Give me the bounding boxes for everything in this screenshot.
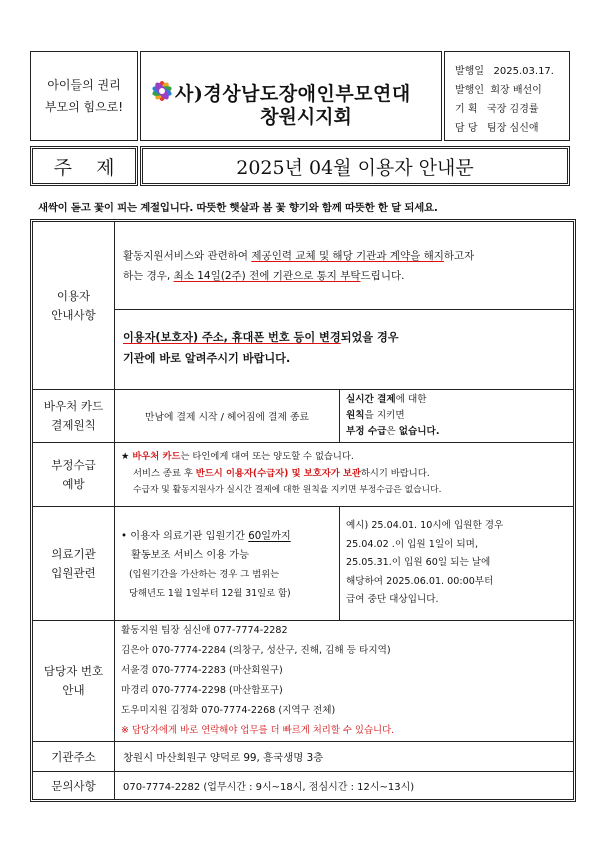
bold-span: 부정 수급 <box>346 426 387 437</box>
highlight-60days: 60일까지 <box>248 531 291 542</box>
contact-line: 도우미지원 김정화 070-7774-2268 (지역구 전체) <box>121 705 336 716</box>
guide-line <box>123 327 573 348</box>
label-line: 안내 <box>62 683 85 697</box>
voucher-rule: 만남에 결제 시작 / 헤어짐에 결제 종료 <box>115 390 340 442</box>
label-line: 안내사항 <box>51 307 96 322</box>
row-label-contacts <box>33 621 115 741</box>
highlight-notice: 최소 14일(2주) 전에 기관으로 통지 부탁 <box>173 270 361 282</box>
fraud-line: 수급자 및 활동지원사가 실시간 결제에 대한 원칙을 지키면 부정수급은 없습니다. <box>133 485 442 495</box>
text-span: 하시기 바랍니다. <box>360 468 430 479</box>
fraud-content <box>115 443 573 506</box>
label-line: 담당자 번호 <box>43 664 104 678</box>
label-line: 이용자 <box>56 288 91 303</box>
hospital-line: 활동보조 서비스 이용 가능 <box>131 550 249 561</box>
subject-title: 2025년 04월 이용자 안내문 <box>140 146 570 186</box>
row-label-hospital <box>33 507 115 620</box>
voucher-principle <box>340 390 573 442</box>
highlight-card: 바우처 카드 <box>132 451 181 462</box>
intro-text: 새싹이 돋고 꽃이 피는 계절입니다. 따뜻한 햇살과 봄 꽃 향기와 함께 따뜻한 한 달 되세요. <box>38 202 438 214</box>
meta-row <box>455 100 569 119</box>
meta-value: 팀장 심신애 <box>487 123 539 134</box>
example-line: 급여 중단 대상입니다. <box>346 594 439 605</box>
bold-span: 없습니다. <box>398 426 440 437</box>
meta-row <box>455 81 569 100</box>
voucher-line <box>346 392 573 408</box>
meta-value: 2025.03.17. <box>493 66 554 77</box>
contact-line: 김은아 070-7774-2284 (의창구, 성산구, 진해, 김해 등 타지역) <box>121 645 391 656</box>
row-label-voucher <box>33 390 115 442</box>
guide-content-1 <box>115 222 573 310</box>
hospital-line <box>121 527 339 546</box>
hospital-rule <box>115 507 340 620</box>
guide-line: 기관에 바로 알려주시기 바랍니다. <box>123 352 291 365</box>
slogan-line2: 부모의 힘으로! <box>44 100 124 114</box>
example-line: 예시) 25.04.01. 10시에 입원한 경우 <box>346 520 504 531</box>
bold-span: 실시간 결제 <box>346 394 396 405</box>
subject-label: 주 제 <box>30 146 138 186</box>
meta-value: 국장 김경률 <box>487 104 539 115</box>
meta-key: 발행인 <box>455 85 484 96</box>
meta-row <box>455 119 569 138</box>
highlight-keep: 반드시 이용자(수급자) 및 보호자가 보관 <box>195 468 361 479</box>
star-icon: ★ <box>121 451 130 462</box>
contact-line: 서윤경 070-7774-2283 (마산회원구) <box>121 665 283 676</box>
example-line: 25.05.31.이 입원 60일 되는 날에 <box>346 557 491 568</box>
meta-key: 발행일 <box>455 66 484 77</box>
label-line: 예방 <box>62 476 85 491</box>
label-line: 바우처 카드 <box>43 399 104 413</box>
text-span: 되었을 경우 <box>340 331 399 344</box>
fraud-line <box>121 448 573 465</box>
label-line: 결제원칙 <box>51 418 96 432</box>
slogan-box <box>30 51 138 141</box>
example-line: 25.04.02 .이 입원 1일이 되며, <box>346 538 478 550</box>
slogan-line1: 아이들의 권리 <box>47 78 121 92</box>
fraud-line <box>121 465 573 482</box>
inquiry-value: 070-7774-2282 (업무시간 : 9시~18시, 점심시간 : 12시~13시) <box>123 782 415 793</box>
contacts-content <box>115 621 573 741</box>
meta-value: 회장 배선이 <box>490 85 542 96</box>
meta-key: 기 획 <box>455 104 478 115</box>
text-span: 에 대한 <box>395 394 427 405</box>
contact-line: 활동지원 팀장 심신애 077-7774-2282 <box>121 625 288 636</box>
guide-content-2 <box>115 310 573 389</box>
row-label-address: 기관주소 <box>33 742 115 771</box>
text-span: 활동지원서비스와 관련하여 <box>123 250 252 262</box>
label-line: 부정수급 <box>51 457 96 472</box>
bold-span: 원칙 <box>346 410 365 421</box>
label-line: 의료기관 <box>51 546 96 561</box>
hospital-line: (입원기간을 가산하는 경우 그 범위는 <box>129 569 280 580</box>
voucher-line <box>346 424 573 440</box>
text-span: • 이용자 의료기관 입원기간 <box>121 531 249 542</box>
text-span: 서비스 종료 후 <box>133 468 196 479</box>
highlight-change: 이용자(보호자) 주소, 휴대폰 번호 등이 변경 <box>123 331 341 344</box>
hospital-example <box>340 507 573 620</box>
contact-note: ※ 담당자에게 바로 연락해야 업무를 더 빠르게 처리할 수 있습니다. <box>121 725 395 736</box>
highlight-contract: 제공인력 교체 및 해당 기관과 계약을 해지 <box>251 250 444 262</box>
address-value: 창원시 마산회원구 양덕로 99, 흥국생명 3층 <box>123 752 324 764</box>
hospital-line: 당해년도 1월 1일부터 12월 31일로 함) <box>129 588 291 599</box>
row-label-inquiry: 문의사항 <box>33 772 115 799</box>
contact-line: 마경리 070-7774-2298 (마산합포구) <box>121 685 283 696</box>
example-line: 해당하여 2025.06.01. 00:00부터 <box>346 575 494 587</box>
org-name: 사)경상남도장애인부모연대 <box>175 83 411 105</box>
meta-row <box>455 62 569 81</box>
publish-meta-box <box>444 51 570 141</box>
org-branch: 창원시지회 <box>260 106 352 128</box>
row-label-guide <box>33 222 115 389</box>
text-span: 은 <box>386 426 399 437</box>
row-label-fraud <box>33 443 115 506</box>
org-title-box <box>140 51 442 141</box>
label-line: 입원관련 <box>51 565 96 580</box>
text-span: 하고자 <box>443 250 475 262</box>
text-span: 하는 경우, <box>123 270 174 282</box>
meta-key: 담 당 <box>455 123 478 134</box>
text-span: 드립니다. <box>360 270 405 282</box>
flower-logo-icon <box>147 76 177 106</box>
text-span: 는 타인에게 대여 또는 양도할 수 없습니다. <box>180 451 354 462</box>
text-span: 을 지키면 <box>364 410 405 421</box>
voucher-line <box>346 408 573 424</box>
guide-line <box>123 246 573 266</box>
guide-line <box>123 266 573 286</box>
